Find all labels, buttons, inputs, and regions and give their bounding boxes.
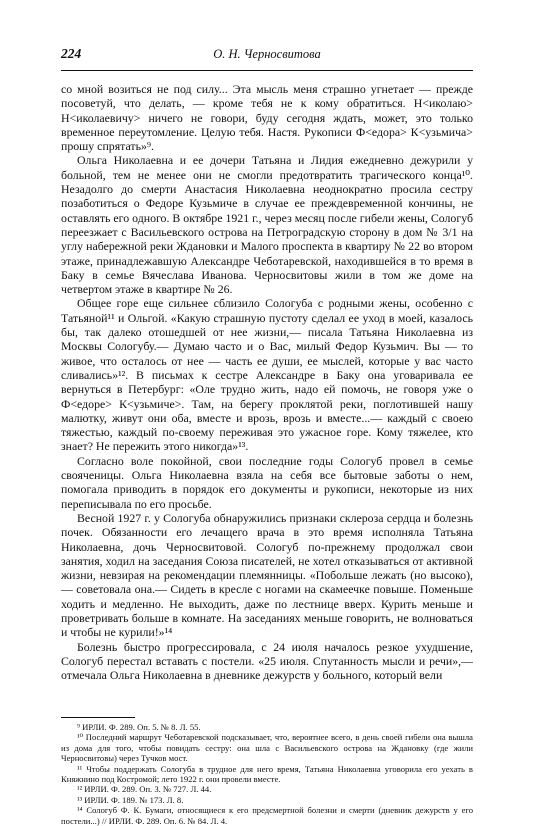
header-rule (61, 70, 473, 71)
page-number: 224 (61, 46, 82, 61)
paragraph-2: Ольга Николаевна и ее дочери Татьяна и Лидия ежедневно дежурили у больной, тем не менее они не смогли предотвратить трагического конца¹⁰. Незадолго до смерти Анастасия Николаевна неоднократно просила сестру позаботиться о Федоре Кузьмиче в случае ее преждевременной кончины, не оставлять его одного. В октябре 1921 г., через месяц после гибели жены, Сологуб переезжает с Васильевского острова на Петроградскую сторону в дом № 3/1 на углу набережной реки Ждановки и Малого проспекта в квартиру № 22 во втором этаже, принадлежавшую Александре Чеботаревской, находившейся в то время в Баку в семье Вячеслава Иванова. Черносвитовы жили в том же доме на четвертом этаже в квартире № 26. (61, 153, 473, 297)
running-title: О. Н. Черносвитова (213, 47, 321, 61)
footnote-10: ¹⁰ Последний маршрут Чеботаревской подсказывает, что, вероятнее всего, в день своей гибели она вышла из дома для того, чтобы повидать сестру: она шла с Васильевского острова на Ждановку (где жили Черносвитовы) через Тучков мост. (61, 732, 473, 764)
footnote-rule (61, 717, 135, 718)
body-text (61, 82, 473, 682)
footnote-9: ⁹ ИРЛИ. Ф. 289. Оп. 5. № 8. Л. 55. (77, 722, 201, 732)
page-header (61, 42, 473, 72)
footnote-14: ¹⁴ Сологуб Ф. К. Бумаги, относящиеся к его предсмертной болезни и смерти (дневник дежурств у его постели...) // ИРЛИ. Ф. 289. Оп. 6. № 84. Л. 4. (61, 805, 473, 826)
footnote-13: ¹³ ИРЛИ. Ф. 189. № 173. Л. 8. (77, 794, 184, 805)
footnotes (61, 722, 473, 826)
footnote-12: ¹² ИРЛИ. Ф. 289. Оп. 3. № 727. Л. 44. (77, 784, 212, 795)
paragraph-1: со мной возиться не под силу... Эта мысль меня страшно угнетает — прежде посоветуй, что делать, — кроме тебя не к кому обратиться. Н<иколаю> Н<иколаевичу> ничего не говори, буду сегодня ждать, может, это только временное переутомление. Целую тебя. Настя. Рукописи Ф<едора> К<узьмича> прошу спрятать»⁹. (61, 82, 473, 154)
paragraph-4: Согласно воле покойной, свои последние годы Сологуб провел в семье свояченицы. Ольга Николаевна взяла на себя все бытовые заботы о нем, помогала приводить в порядок его документы и рукописи, некоторые из них переписывала по его просьбе. (61, 453, 473, 511)
paragraph-5: Весной 1927 г. у Сологуба обнаружились признаки склероза сердца и болезнь почек. Обязанности его лечащего врача в это время исполняла Татьяна Николаевна, дочь Черносвитовой. Сологуб по-прежнему продолжал свои занятия, ходил на заседания Союза писателей, не хотел отказываться от активной жизни, невзирая на рекомендации племянницы. «Побольше лежать (но высоко),— советовала она.— Сидеть в кресле с ногами на скамеечке повыше. Поменьше ходить и медленно. Не выходить, даже по лестнице вверх. Курить меньше и проветривать больше в комнате. На заседаниях меньше говорить, не волноваться и чтобы не курили!»¹⁴ (61, 510, 473, 640)
paragraph-3: Общее горе еще сильнее сблизило Сологуба с родными жены, особенно с Татьяной¹¹ и Ольгой. «Какую страшную пустоту сделал ее уход в моей, казалось бы, так далеко отошедшей от нее жизни,— писала Татьяна Николаевна из Москвы Сологубу.— Думаю часто и о Вас, милый Федор Кузьмич. Вы — то живое, что осталось от нее — часть ее души, ее мыслей, которые у вас часто сливались»¹². В письмах к сестре Александре в Баку она уговаривала ее вернуться в Петербург: «Оле трудно жить, надо ей помочь, не говоря уже о Ф<едоре> К<узьмиче>. Там, на берегу проклятой реки, поглотившей нашу малютку, живут они оба, вместе и врозь, врозь и вместе...— каждый с своею тяжестью, каждый по-своему переживая это ужасное горе. Кому тяжелее, кто знает? Не пережить этого никогда»¹³. (61, 296, 473, 454)
footnote-11: ¹¹ Чтобы поддержать Сологуба в трудное для него время, Татьяна Николаевна уговорила его уехать в Княжнино под Костромой; лето 1922 г. они провели вместе. (61, 763, 473, 785)
paragraph-6: Болезнь быстро прогрессировала, с 24 июля началось резкое ухудшение, Сологуб перестал вставать с постели. «25 июля. Спутанность мысли и речи»,— отмечала Ольга Николаевна в дневнике дежурств у больного, который вели (61, 639, 473, 683)
